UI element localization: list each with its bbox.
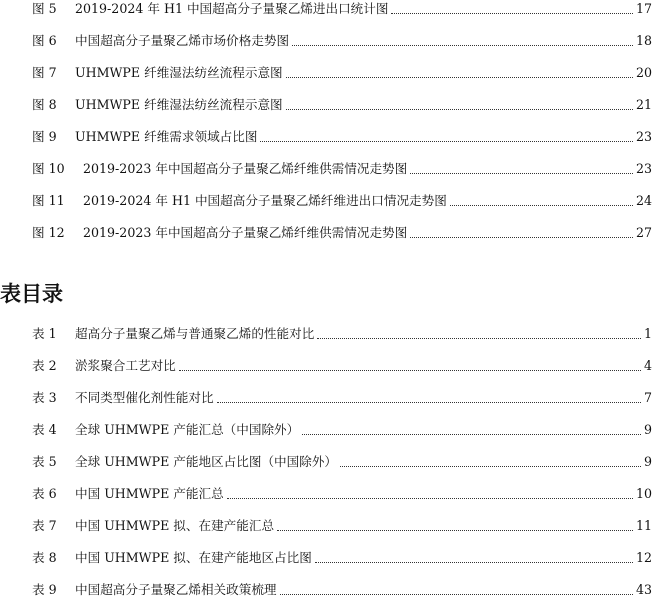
figure-title: UHMWPE 纤维需求领域占比图	[75, 126, 258, 148]
figure-title: UHMWPE 纤维湿法纺丝流程示意图	[75, 94, 284, 116]
page-number: 20	[635, 62, 652, 84]
figure-label: 图 6	[32, 33, 57, 48]
table-title: 中国 UHMWPE 拟、在建产能汇总	[75, 515, 275, 537]
dot-leader	[315, 562, 633, 563]
page-number: 4	[643, 355, 652, 377]
table-toc-entry[interactable]	[0, 579, 658, 601]
figure-toc-entry[interactable]	[0, 190, 658, 212]
table-label: 表 8	[32, 550, 57, 565]
table-label: 表 5	[32, 454, 57, 469]
figure-label: 图 8	[32, 97, 57, 112]
figure-label: 图 11	[32, 193, 65, 208]
figure-title: 2019-2023 年中国超高分子量聚乙烯纤维供需情况走势图	[83, 222, 408, 244]
page-number: 43	[635, 579, 652, 601]
table-toc-entry[interactable]	[0, 355, 658, 377]
figure-toc-entry[interactable]	[0, 0, 658, 20]
figure-title: 中国超高分子量聚乙烯市场价格走势图	[75, 30, 290, 52]
figure-toc-entry[interactable]	[0, 62, 658, 84]
table-label: 表 1	[32, 326, 57, 341]
table-title: 全球 UHMWPE 产能汇总（中国除外）	[75, 419, 300, 441]
table-label: 表 9	[32, 582, 57, 597]
page-number: 23	[635, 158, 652, 180]
figure-title: UHMWPE 纤维湿法纺丝流程示意图	[75, 62, 284, 84]
table-toc-entry[interactable]	[0, 547, 658, 569]
dot-leader	[302, 434, 641, 435]
page-number: 24	[635, 190, 652, 212]
page-number: 27	[635, 222, 652, 244]
table-toc-entry[interactable]	[0, 387, 658, 409]
table-toc-entry[interactable]	[0, 451, 658, 473]
page-number: 17	[635, 0, 652, 20]
dot-leader	[292, 45, 633, 46]
dot-leader	[410, 173, 633, 174]
page-number: 10	[635, 483, 652, 505]
table-title: 淤浆聚合工艺对比	[75, 355, 177, 377]
table-label: 表 2	[32, 358, 57, 373]
dot-leader	[277, 530, 633, 531]
table-toc-entry[interactable]	[0, 515, 658, 537]
page-number: 23	[635, 126, 652, 148]
table-toc-entry[interactable]	[0, 323, 658, 345]
table-label: 表 7	[32, 518, 57, 533]
page-number: 12	[635, 547, 652, 569]
page-number: 11	[635, 515, 652, 537]
table-toc-entry[interactable]	[0, 483, 658, 505]
page-number: 21	[635, 94, 652, 116]
figure-label: 图 9	[32, 129, 57, 144]
figure-toc-entry[interactable]	[0, 94, 658, 116]
dot-leader	[317, 338, 641, 339]
figure-label: 图 10	[32, 161, 65, 176]
table-title: 全球 UHMWPE 产能地区占比图（中国除外）	[75, 451, 338, 473]
dot-leader	[450, 205, 633, 206]
figure-label: 图 7	[32, 65, 57, 80]
figure-title: 2019-2024 年 H1 中国超高分子量聚乙烯进出口统计图	[75, 0, 389, 20]
table-title: 中国 UHMWPE 产能汇总	[75, 483, 225, 505]
dot-leader	[280, 594, 633, 595]
dot-leader	[410, 237, 633, 238]
table-title: 中国超高分子量聚乙烯相关政策梳理	[75, 579, 278, 601]
table-of-tables-heading: 表目录	[0, 281, 63, 306]
figure-label: 图 5	[32, 1, 57, 16]
figure-title: 2019-2023 年中国超高分子量聚乙烯纤维供需情况走势图	[83, 158, 408, 180]
page-number: 1	[643, 323, 652, 345]
page-number: 9	[643, 419, 652, 441]
dot-leader	[260, 141, 633, 142]
dot-leader	[340, 466, 641, 467]
table-label: 表 3	[32, 390, 57, 405]
dot-leader	[391, 13, 633, 14]
figure-toc-entry[interactable]	[0, 30, 658, 52]
dot-leader	[227, 498, 633, 499]
figure-toc-entry[interactable]	[0, 158, 658, 180]
dot-leader	[179, 370, 641, 371]
page-number: 18	[635, 30, 652, 52]
dot-leader	[286, 77, 633, 78]
table-toc-entry[interactable]	[0, 419, 658, 441]
table-title: 中国 UHMWPE 拟、在建产能地区占比图	[75, 547, 313, 569]
page-number: 7	[643, 387, 652, 409]
dot-leader	[286, 109, 633, 110]
table-label: 表 4	[32, 422, 57, 437]
figure-title: 2019-2024 年 H1 中国超高分子量聚乙烯纤维进出口情况走势图	[83, 190, 448, 212]
table-title: 超高分子量聚乙烯与普通聚乙烯的性能对比	[75, 323, 315, 345]
page-number: 9	[643, 451, 652, 473]
figure-label: 图 12	[32, 225, 65, 240]
figure-toc-entry[interactable]	[0, 222, 658, 244]
table-label: 表 6	[32, 486, 57, 501]
dot-leader	[217, 402, 641, 403]
figure-toc-entry[interactable]	[0, 126, 658, 148]
table-title: 不同类型催化剂性能对比	[75, 387, 215, 409]
